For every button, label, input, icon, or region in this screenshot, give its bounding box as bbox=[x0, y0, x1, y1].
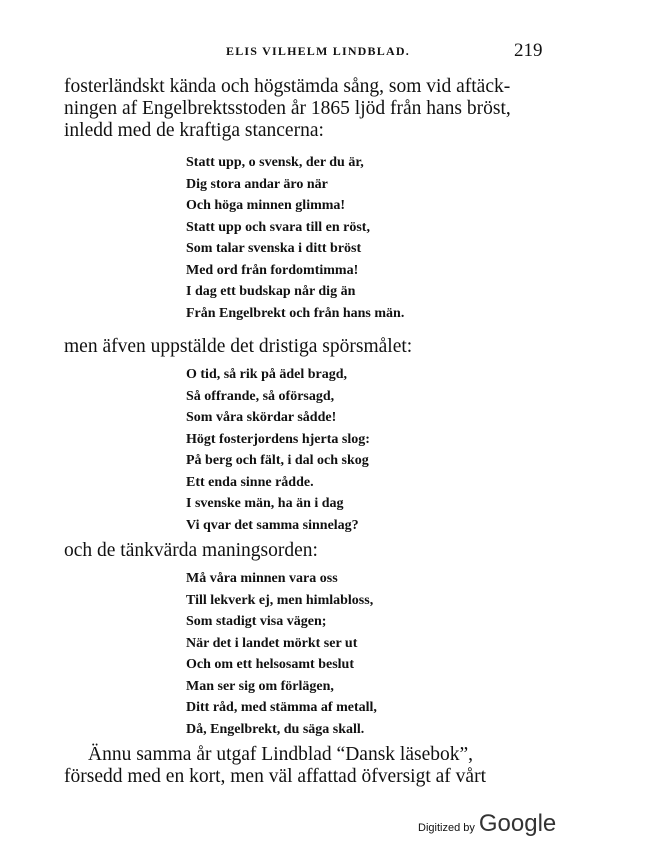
paragraph-4 bbox=[64, 744, 574, 788]
verse-line: På berg och fält, i dal och skog bbox=[186, 453, 369, 468]
verse-line: Vi qvar det samma sinnelag? bbox=[186, 517, 359, 533]
verse-line: Statt upp, o svensk, der du är, bbox=[186, 155, 364, 170]
digitized-label: Digitized by bbox=[418, 822, 475, 834]
verse-line: Statt upp och svara till en röst, bbox=[186, 219, 370, 235]
verse-line: Då, Engelbrekt, du säga skall. bbox=[186, 721, 365, 737]
verse-line: Med ord från fordomtimma! bbox=[186, 262, 359, 278]
verse-line: I svenske män, ha än i dag bbox=[186, 496, 344, 511]
verse-line: Som talar svenska i ditt bröst bbox=[186, 241, 362, 256]
page-number: 219 bbox=[514, 40, 543, 61]
paragraph-3 bbox=[64, 540, 574, 562]
text-line: men äfven uppstälde det dristiga spörsmålet: bbox=[64, 336, 413, 357]
google-logo: Google bbox=[478, 810, 557, 837]
text-line: Ännu samma år utgaf Lindblad “Dansk läsebok”, bbox=[88, 744, 474, 765]
text-line: fosterländskt kända och högstämda sång, som vid aftäck- bbox=[64, 76, 511, 97]
verse-stanza-2 bbox=[186, 364, 486, 536]
verse-line: Och höga minnen glimma! bbox=[186, 198, 346, 213]
verse-line: Ditt råd, med stämma af metall, bbox=[186, 700, 377, 715]
text-line: inledd med de kraftiga stancerna: bbox=[64, 120, 324, 141]
running-title: ELIS VILHELM LINDBLAD. bbox=[226, 44, 410, 58]
verse-line: O tid, så rik på ädel bragd, bbox=[186, 367, 348, 382]
verse-line: Som våra skördar sådde! bbox=[186, 410, 337, 425]
digitized-by-watermark bbox=[418, 810, 556, 846]
verse-line: Må våra minnen vara oss bbox=[186, 571, 338, 586]
verse-line: Som stadigt visa vägen; bbox=[186, 614, 327, 629]
page-header bbox=[0, 40, 656, 64]
verse-line: I dag ett budskap når dig än bbox=[186, 284, 356, 299]
verse-line: Högt fosterjordens hjerta slog: bbox=[186, 431, 370, 447]
verse-line: Man ser sig om förlägen, bbox=[186, 678, 334, 694]
verse-line: När det i landet mörkt ser ut bbox=[186, 635, 358, 651]
verse-line: Från Engelbrekt och från hans män. bbox=[186, 305, 405, 321]
verse-line: Så offrande, så oförsagd, bbox=[186, 388, 335, 404]
verse-line: Till lekverk ej, men himlabloss, bbox=[186, 592, 374, 608]
verse-line: Ett enda sinne rådde. bbox=[186, 474, 314, 490]
text-line: försedd med en kort, men väl affattad öfversigt af vårt bbox=[64, 766, 486, 787]
paragraph-1 bbox=[64, 76, 574, 142]
text-line: och de tänkvärda maningsorden: bbox=[64, 540, 318, 561]
paragraph-2 bbox=[64, 336, 574, 358]
verse-stanza-3 bbox=[186, 568, 486, 740]
verse-line: Och om ett helsosamt beslut bbox=[186, 657, 354, 672]
text-line: ningen af Engelbrektsstoden år 1865 ljöd från hans bröst, bbox=[64, 98, 511, 119]
verse-stanza-1 bbox=[186, 152, 486, 324]
verse-line: Dig stora andar äro när bbox=[186, 176, 328, 192]
